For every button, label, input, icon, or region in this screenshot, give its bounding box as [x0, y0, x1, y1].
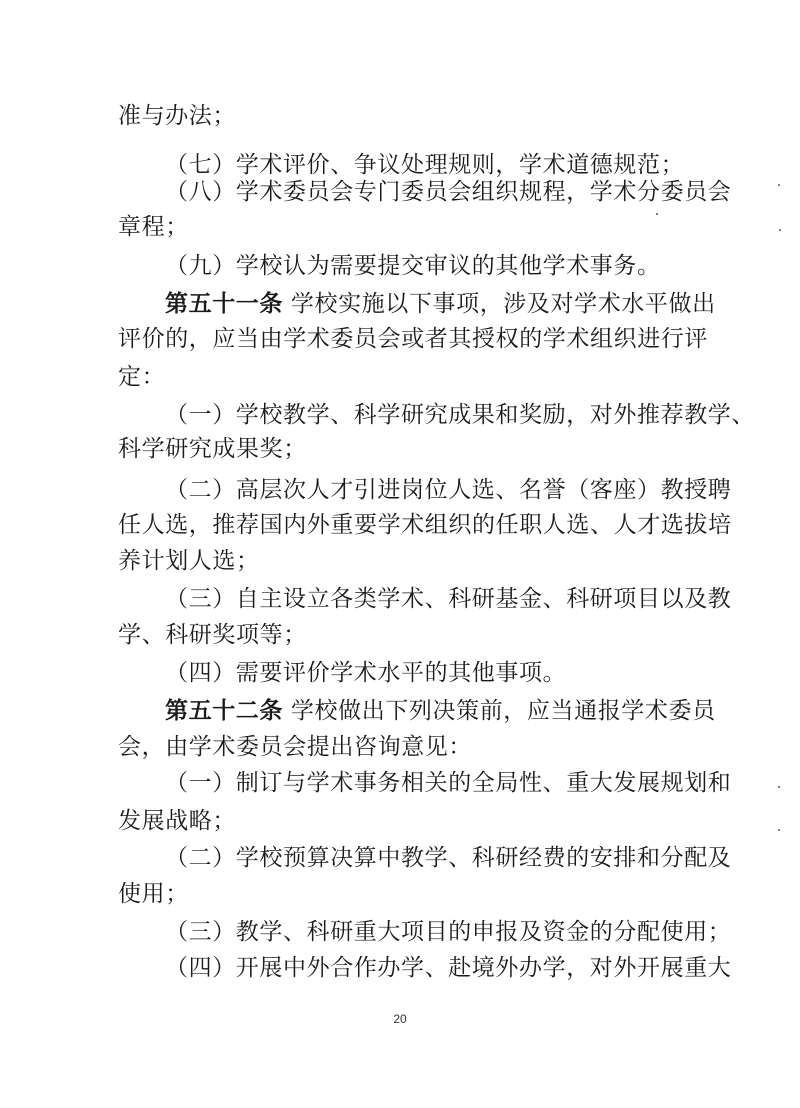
- list-item-4: （四）开展中外合作办学、赴境外办学，对外开展重大: [165, 955, 732, 981]
- list-item-2: （二）学校预算决算中教学、科研经费的安排和分配及: [165, 845, 732, 871]
- text-line: 科学研究成果奖；: [118, 436, 307, 462]
- page-number: 20: [393, 1012, 407, 1026]
- text-line: 养计划人选；: [118, 548, 260, 574]
- list-item-1: （一）学校教学、科学研究成果和奖励，对外推荐教学、: [165, 402, 755, 428]
- list-item-4: （四）需要评价学术水平的其他事项。: [165, 660, 567, 686]
- list-item-1: （一）制订与学术事务相关的全局性、重大发展规划和: [165, 770, 732, 796]
- scan-speck: [779, 229, 781, 231]
- article-number: 第五十二条: [165, 697, 283, 724]
- scan-speck: [656, 213, 658, 215]
- scan-speck: [778, 829, 780, 831]
- text-line: 任人选，推荐国内外重要学术组织的任职人选、人才选拔培: [118, 512, 732, 538]
- list-item-3: （三）自主设立各类学术、科研基金、科研项目以及教: [165, 586, 732, 612]
- article-52-heading: 第五十二条 学校做出下列决策前，应当通报学术委员: [165, 697, 716, 724]
- text-line: 章程；: [118, 214, 189, 240]
- text-line: 会，由学术委员会提出咨询意见：: [118, 734, 472, 760]
- list-item-7: （七）学术评价、争议处理规则，学术道德规范；: [165, 152, 685, 178]
- text-line: 学、科研奖项等；: [118, 622, 307, 648]
- list-item-8: （八）学术委员会专门委员会组织规程，学术分委员会: [165, 179, 732, 205]
- text-line: 准与办法；: [118, 103, 236, 129]
- text-line: 定：: [118, 364, 166, 390]
- scan-speck: [778, 786, 780, 788]
- text-line: 使用；: [118, 881, 189, 907]
- article-number: 第五十一条: [165, 290, 283, 317]
- list-item-3: （三）教学、科研重大项目的申报及资金的分配使用；: [165, 919, 732, 945]
- scan-speck: [778, 184, 780, 186]
- list-item-2: （二）高层次人才引进岗位人选、名誉（客座）教授聘: [165, 477, 732, 503]
- list-item-9: （九）学校认为需要提交审议的其他学术事务。: [165, 253, 661, 279]
- text-line: 发展战略；: [118, 808, 236, 834]
- article-51-heading: 第五十一条 学校实施以下事项，涉及对学术水平做出: [165, 290, 716, 317]
- text-line: 评价的，应当由学术委员会或者其授权的学术组织进行评: [118, 326, 708, 352]
